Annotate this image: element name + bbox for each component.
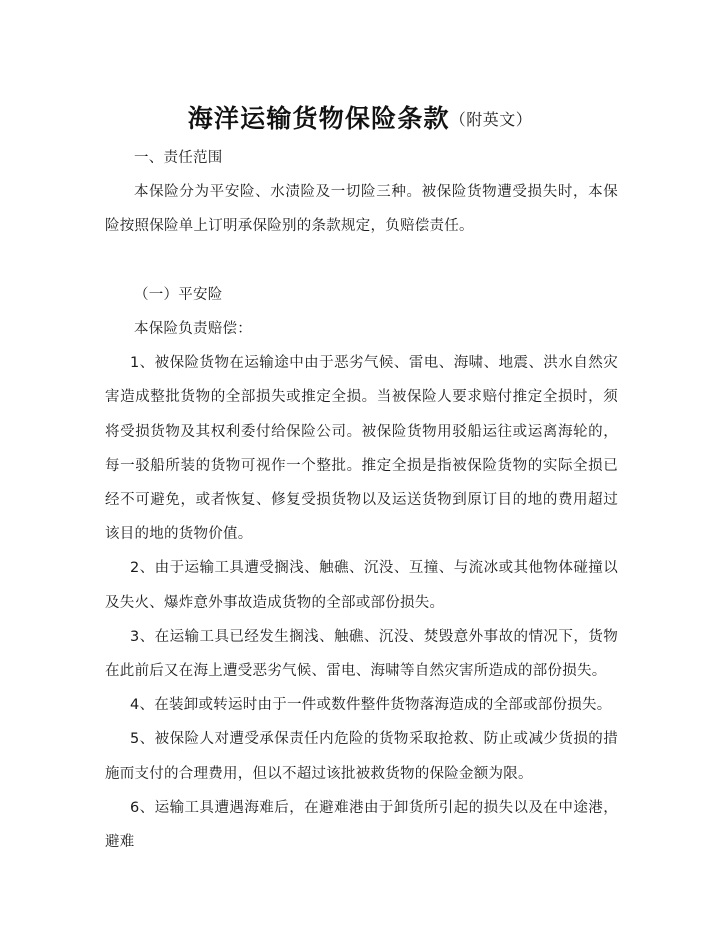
- subsection-intro-paragraph: 本保险负责赔偿：: [134, 321, 252, 337]
- clause-item-3: 3、在运输工具已经发生搁浅、触礁、沉没、焚毁意外事故的情况下，货物在此前后又在海上遭受恶劣气候、雷电、海啸等自然灾害所造成的部份损失。: [105, 628, 618, 680]
- clause-item-1: 1、被保险货物在运输途中由于恶劣气候、雷电、海啸、地震、洪水自然灾害造成整批货物的全部损失或推定全损。当被保险人要求赔付推定全损时，须将受损货物及其权利委付给保险公司。被保险货物用驳船运往或运离海轮的，每一驳船所装的货物可视作一个整批。推定全损是指被保险货物的实际全损已经不可避免，或者恢复、修复受损货物以及运送货物到原订目的地的费用超过该目的地的货物价值。: [105, 355, 618, 543]
- document-body: [105, 141, 618, 859]
- section-intro-paragraph: 本保险分为平安险、水渍险及一切险三种。被保险货物遭受损失时，本保险按照保险单上订明承保险别的条款规定，负赔偿责任。: [105, 184, 618, 235]
- section-heading-liability-scope: 一、责任范围: [134, 150, 223, 166]
- clause-item-6: 6、运输工具遭遇海难后，在避难港由于卸货所引起的损失以及在中途港，避难: [105, 799, 618, 851]
- clause-item-4: 4、在装卸或转运时由于一件或数件整件货物落海造成的全部或部份损失。: [130, 697, 612, 714]
- paragraph-spacer: [105, 244, 618, 278]
- page-title: [0, 97, 720, 135]
- page-title-main: 海洋运输货物保险条款: [187, 104, 450, 134]
- subsection-heading-fpa: （一）平安险: [134, 286, 223, 303]
- clause-item-5: 5、被保险人对遭受承保责任内危险的货物采取抢救、防止或减少货损的措施而支付的合理费用，但以不超过该批被救货物的保险金额为限。: [105, 731, 618, 782]
- clause-item-2: 2、由于运输工具遭受搁浅、触礁、沉没、互撞、与流冰或其他物体碰撞以及失火、爆炸意外事故造成货物的全部或部份损失。: [105, 560, 618, 611]
- page-title-subtitle: （附英文）: [449, 110, 533, 130]
